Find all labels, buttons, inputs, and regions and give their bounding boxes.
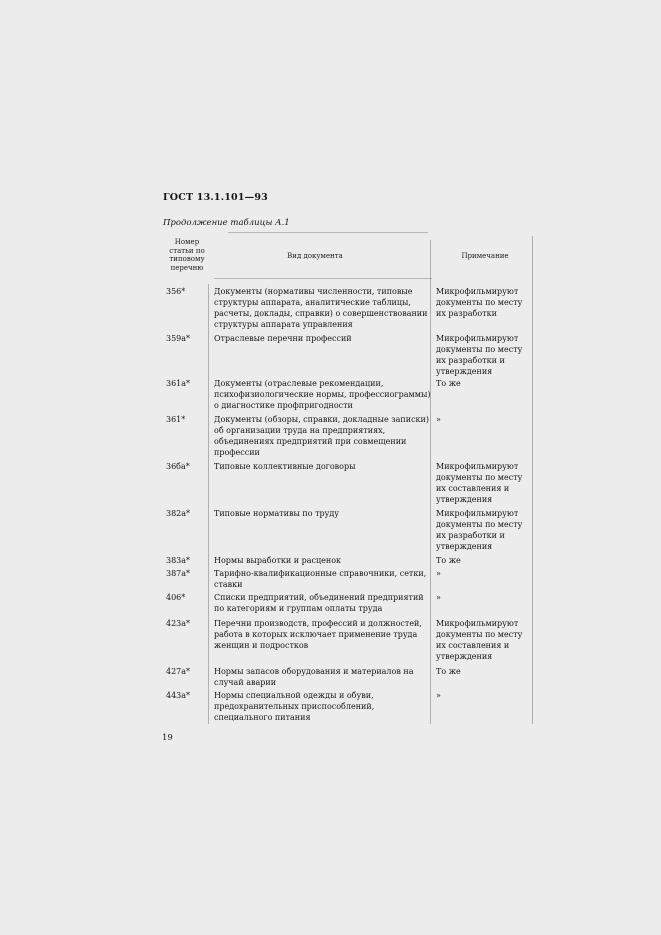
row-number: 427а* (166, 667, 191, 676)
header-rule-bottom (214, 278, 432, 279)
column-header-number: Номер статьи по типовому перечню (169, 238, 205, 272)
row-document: Перечни производств, профессий и должностей, работа в которых исключает применение труда женщин и подростков (214, 619, 422, 650)
row-document: Тарифно-квалификационные справочники, сетки, ставки (214, 569, 427, 589)
row-number: 443а* (166, 691, 191, 700)
column-header-note: Примечание (461, 252, 509, 260)
row-note: То же (436, 667, 461, 676)
row-note: » (436, 691, 441, 700)
row-document: Документы (нормативы численности, типовые структуры аппарата, аналитические таблицы, расчеты, доклады, справки) о совершенствовании структуры аппарата управления (214, 287, 428, 329)
row-note: Микрофильмируют документы по месту их составления и утверждения (436, 462, 523, 504)
column-divider-left (208, 284, 209, 724)
row-document: Нормы специальной одежды и обуви, предохранительных приспособлений, специального питания (214, 691, 375, 722)
row-number: 423а* (166, 619, 191, 628)
row-number: 382а* (166, 509, 191, 518)
row-note: Микрофильмируют документы по месту их разработки и утверждения (436, 334, 523, 376)
row-document: Нормы запасов оборудования и материалов на случай аварии (214, 667, 414, 687)
page-number: 19 (162, 733, 173, 743)
row-note: Микрофильмируют документы по месту их разработки (436, 287, 523, 318)
row-note: Микрофильмируют документы по месту их составления и утверждения (436, 619, 523, 661)
header-rule-top (228, 232, 428, 233)
row-note: Микрофильмируют документы по месту их разработки и утверждения (436, 509, 523, 551)
row-note: » (436, 415, 441, 424)
row-document: Документы (обзоры, справки, докладные записки) об организации труда на предприятиях, объединениях предприятий при совмещении профессии (214, 415, 430, 457)
row-document: Списки предприятий, объединений предприятий по категориям и группам оплаты труда (214, 593, 424, 613)
row-document: Нормы выработки и расценок (214, 556, 342, 565)
row-number: 359а* (166, 334, 191, 343)
row-document: Отраслевые перечни профессий (214, 334, 352, 343)
row-number: 361а* (166, 379, 191, 388)
row-document: Типовые нормативы по труду (214, 509, 339, 518)
row-document: Документы (отраслевые рекомендации, психофизиологические нормы, профессиограммы) о диагностике профпригодности (214, 379, 431, 410)
row-number: 356* (166, 287, 186, 296)
row-number: 361* (166, 415, 186, 424)
table-continuation-title: Продолжение таблицы А.1 (163, 218, 290, 228)
row-number: 406* (166, 593, 186, 602)
row-note: То же (436, 379, 461, 388)
column-header-document: Вид документа (287, 252, 343, 260)
row-document: Типовые коллективные договоры (214, 462, 356, 471)
table-edge-right (532, 236, 533, 724)
row-note: То же (436, 556, 461, 565)
document-header: ГОСТ 13.1.101—93 (163, 192, 268, 203)
row-note: » (436, 593, 441, 602)
row-number: 387а* (166, 569, 191, 578)
row-number: 383а* (166, 556, 191, 565)
row-number: 36ба* (166, 462, 190, 471)
row-note: » (436, 569, 441, 578)
